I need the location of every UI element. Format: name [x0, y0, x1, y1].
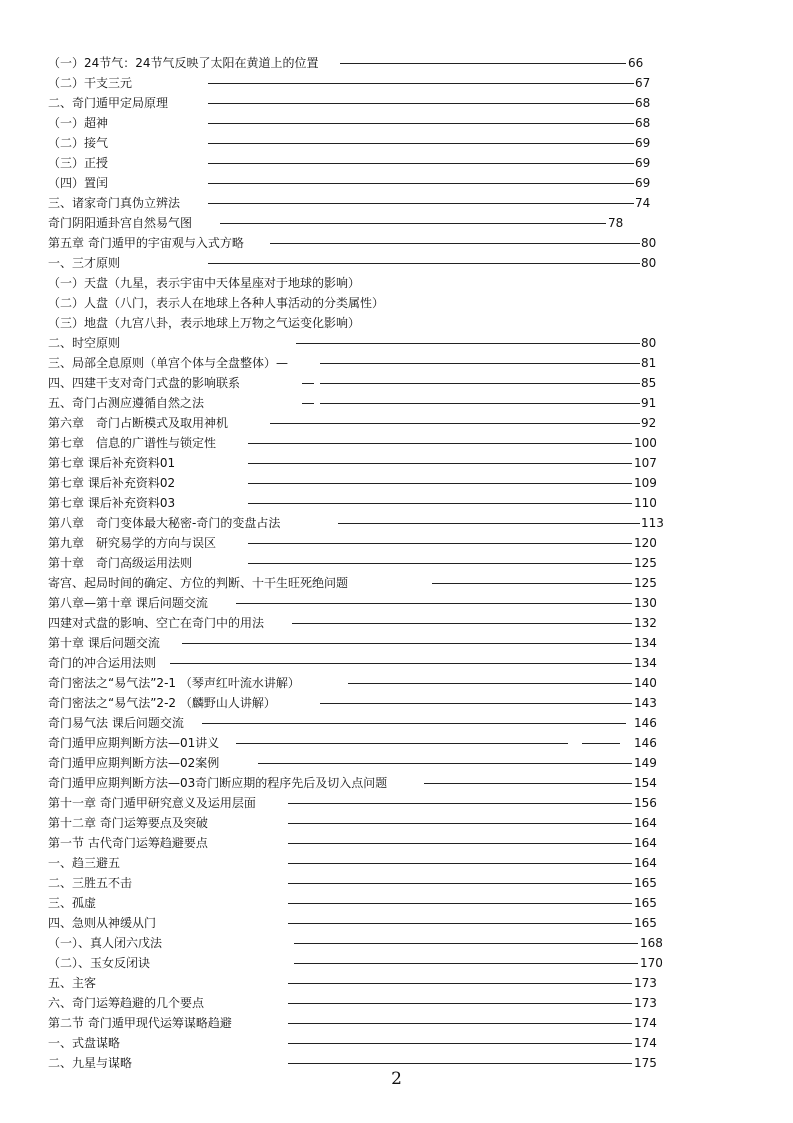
toc-entry-page: 85 [641, 376, 657, 390]
toc-entry[interactable] [48, 973, 668, 993]
toc-entry-title: 四建对式盘的影响、空亡在奇门中的用法 [48, 613, 266, 633]
toc-entry-title: 第十一章 奇门遁甲研究意义及运用层面 [48, 793, 258, 813]
toc-entry-page: 154 [634, 776, 657, 790]
toc-entry-title: 寄宫、起局时间的确定、方位的判断、十干生旺死绝问题 [48, 573, 350, 593]
toc-entry-page: 146 [634, 716, 657, 730]
toc-entry-title: 三、诸家奇门真伪立辨法 [48, 193, 182, 213]
toc-entry-title: 第七章 课后补充资料02 [48, 473, 177, 493]
toc-entry[interactable] [48, 553, 668, 573]
toc-entry[interactable] [48, 433, 668, 453]
toc-entry[interactable] [48, 993, 668, 1013]
toc-entry-title: 奇门阴阳遁卦宫自然易气图 [48, 213, 194, 233]
toc-entry-title: （三）正授 [48, 153, 110, 173]
toc-entry-title: 奇门易气法 课后问题交流 [48, 713, 186, 733]
toc-entry-title: （二）、玉女反闭诀 [48, 953, 152, 973]
toc-entry-title: 第八章 奇门变体最大秘密-奇门的变盘占法 [48, 513, 282, 533]
toc-entry-page: 173 [634, 976, 657, 990]
toc-entry[interactable] [48, 633, 668, 653]
toc-entry-page: 80 [641, 336, 657, 350]
toc-entry-page: 140 [634, 676, 657, 690]
toc-entry[interactable] [48, 893, 668, 913]
toc-entry[interactable] [48, 733, 668, 753]
toc-entry-page: 78 [608, 216, 624, 230]
leader-line [320, 403, 640, 404]
leader-line [288, 983, 632, 984]
toc-entry[interactable] [48, 333, 668, 353]
toc-entry-page: 164 [634, 836, 657, 850]
toc-entry-title: 二、九星与谋略 [48, 1053, 134, 1073]
toc-entry[interactable] [48, 673, 668, 693]
toc-entry-title: 奇门的冲合运用法则 [48, 653, 158, 673]
toc-entry[interactable] [48, 773, 668, 793]
toc-entry-title: 一、式盘谋略 [48, 1033, 122, 1053]
toc-entry[interactable] [48, 213, 668, 233]
leader-line [320, 363, 640, 364]
toc-entry[interactable] [48, 853, 668, 873]
leader-line [288, 1043, 632, 1044]
toc-entry[interactable] [48, 573, 668, 593]
toc-entry-page: 120 [634, 536, 657, 550]
toc-entry-page: 174 [634, 1016, 657, 1030]
leader-line [208, 123, 634, 124]
leader-line [288, 1023, 632, 1024]
toc-entry[interactable] [48, 693, 668, 713]
toc-entry[interactable] [48, 593, 668, 613]
leader-line [320, 383, 640, 384]
toc-entry[interactable] [48, 833, 668, 853]
leader-line [288, 1063, 632, 1064]
leader-line [292, 623, 632, 624]
toc-entry-page: 68 [635, 116, 651, 130]
toc-entry-title: 三、孤虚 [48, 893, 98, 913]
toc-entry-title: 五、奇门占测应遵循自然之法 [48, 393, 206, 413]
leader-line [288, 803, 632, 804]
toc-entry[interactable] [48, 613, 668, 633]
leader-line [294, 963, 638, 964]
toc-entry[interactable] [48, 233, 668, 253]
toc-entry-page: 168 [640, 936, 663, 950]
toc-entry-title: （一）天盘（九星，表示宇宙中天体星座对于地球的影响） [48, 273, 362, 293]
toc-entry-page: 173 [634, 996, 657, 1010]
toc-entry-page: 175 [634, 1056, 657, 1070]
toc-entry-page: 80 [641, 236, 657, 250]
toc-entry-page: 69 [635, 176, 651, 190]
toc-entry[interactable] [48, 273, 668, 293]
toc-entry-page: 69 [635, 136, 651, 150]
toc-entry[interactable] [48, 513, 668, 533]
leader-line [338, 523, 640, 524]
toc-entry[interactable] [48, 93, 668, 113]
toc-entry-page: 165 [634, 916, 657, 930]
leader-line [208, 183, 634, 184]
toc-entry-page: 66 [628, 56, 644, 70]
toc-entry-title: （一）、真人闭六戊法 [48, 933, 164, 953]
toc-entry-title: 二、时空原则 [48, 333, 122, 353]
toc-entry-title: 四、急则从神缓从门 [48, 913, 158, 933]
toc-entry[interactable] [48, 533, 668, 553]
toc-entry-page: 165 [634, 896, 657, 910]
toc-entry[interactable] [48, 293, 668, 313]
toc-entry[interactable] [48, 933, 668, 953]
toc-entry-page: 156 [634, 796, 657, 810]
leader-line [208, 103, 634, 104]
toc-entry[interactable] [48, 913, 668, 933]
leader-line [296, 343, 640, 344]
toc-entry-title: 六、奇门运筹趋避的几个要点 [48, 993, 206, 1013]
toc-entry-page: 109 [634, 476, 657, 490]
toc-entry[interactable] [48, 133, 668, 153]
toc-entry-title: （一）超神 [48, 113, 110, 133]
toc-entry[interactable] [48, 1013, 668, 1033]
toc-entry-page: 100 [634, 436, 657, 450]
toc-entry-title: 第二节 奇门遁甲现代运筹谋略趋避 [48, 1013, 234, 1033]
toc-entry-title: （四）置闰 [48, 173, 110, 193]
toc-entry-title: （二）干支三元 [48, 73, 134, 93]
toc-entry[interactable] [48, 353, 668, 373]
toc-entry-title: 第一节 古代奇门运筹趋避要点 [48, 833, 210, 853]
toc-entry-page: 125 [634, 576, 657, 590]
leader-line [170, 663, 632, 664]
toc-entry-title: 一、三才原则 [48, 253, 122, 273]
toc-entry-page: 74 [635, 196, 651, 210]
toc-entry-page: 134 [634, 636, 657, 650]
leader-line [582, 743, 620, 744]
toc-entry-title: （一）24节气：24节气反映了太阳在黄道上的位置 [48, 53, 321, 73]
leader-line [270, 243, 640, 244]
toc-entry-page: 80 [641, 256, 657, 270]
toc-entry-title: （二）人盘（八门，表示人在地球上各种人事活动的分类属性） [48, 293, 386, 313]
leader-line [270, 423, 640, 424]
toc-entry-page: 113 [641, 516, 664, 530]
toc-entry-page: 69 [635, 156, 651, 170]
toc-entry-title: 五、主客 [48, 973, 98, 993]
toc-entry-page: 107 [634, 456, 657, 470]
leader-line [208, 163, 634, 164]
leader-line [208, 263, 640, 264]
toc-entry-title: 第八章—第十章 课后问题交流 [48, 593, 210, 613]
leader-line [288, 843, 632, 844]
table-of-contents [48, 53, 668, 1073]
toc-entry-title: （二）接气 [48, 133, 110, 153]
leader-line [248, 563, 632, 564]
leader-line [302, 403, 314, 404]
toc-entry[interactable] [48, 113, 668, 133]
toc-entry-title: 第十章 课后问题交流 [48, 633, 162, 653]
toc-entry[interactable] [48, 73, 668, 93]
page-number: 2 [391, 1069, 402, 1089]
toc-entry-page: 170 [640, 956, 663, 970]
toc-entry-page: 134 [634, 656, 657, 670]
leader-line [248, 543, 632, 544]
toc-entry[interactable] [48, 393, 668, 413]
toc-entry-title: 奇门密法之“易气法”2-2 （麟野山人讲解） [48, 693, 278, 713]
toc-entry[interactable] [48, 953, 668, 973]
leader-line [236, 603, 632, 604]
toc-entry[interactable] [48, 413, 668, 433]
leader-line [288, 823, 632, 824]
toc-entry-title: 一、趋三避五 [48, 853, 122, 873]
toc-entry[interactable] [48, 153, 668, 173]
toc-entry-page: 132 [634, 616, 657, 630]
leader-line [258, 763, 632, 764]
leader-line [432, 583, 632, 584]
leader-line [202, 723, 626, 724]
leader-line [288, 903, 632, 904]
toc-entry-page: 67 [635, 76, 651, 90]
toc-entry-page: 174 [634, 1036, 657, 1050]
leader-line [424, 783, 632, 784]
toc-entry-title: 奇门密法之“易气法”2-1 （琴声红叶流水讲解） [48, 673, 302, 693]
toc-entry-page: 165 [634, 876, 657, 890]
toc-entry[interactable] [48, 493, 668, 513]
leader-line [236, 743, 568, 744]
leader-line [182, 643, 632, 644]
leader-line [248, 503, 632, 504]
toc-entry-title: 奇门遁甲应期判断方法—01讲义 [48, 733, 221, 753]
toc-entry-title: 第七章 信息的广谱性与锁定性 [48, 433, 218, 453]
toc-entry[interactable] [48, 753, 668, 773]
toc-entry-title: 奇门遁甲应期判断方法—02案例 [48, 753, 221, 773]
toc-entry-title: 第十章 奇门高级运用法则 [48, 553, 194, 573]
toc-entry-title: 第六章 奇门占断模式及取用神机 [48, 413, 230, 433]
leader-line [248, 463, 632, 464]
toc-entry-title: 二、奇门遁甲定局原理 [48, 93, 170, 113]
leader-line [288, 883, 632, 884]
leader-line [288, 1003, 632, 1004]
toc-entry-title: 三、局部全息原则（单宫个体与全盘整体）— [48, 353, 290, 373]
toc-entry-title: 第十二章 奇门运筹要点及突破 [48, 813, 210, 833]
toc-entry-page: 125 [634, 556, 657, 570]
leader-line [294, 943, 638, 944]
toc-entry-page: 164 [634, 856, 657, 870]
toc-entry-title: 第七章 课后补充资料01 [48, 453, 177, 473]
leader-line [220, 223, 606, 224]
toc-entry-title: 第七章 课后补充资料03 [48, 493, 177, 513]
leader-line [208, 83, 634, 84]
toc-entry-title: 奇门遁甲应期判断方法—03奇门断应期的程序先后及切入点问题 [48, 773, 389, 793]
toc-entry-page: 81 [641, 356, 657, 370]
toc-entry[interactable] [48, 253, 668, 273]
leader-line [248, 483, 632, 484]
toc-entry[interactable] [48, 193, 668, 213]
toc-entry[interactable] [48, 653, 668, 673]
toc-entry-page: 110 [634, 496, 657, 510]
leader-line [348, 683, 632, 684]
toc-entry[interactable] [48, 1033, 668, 1053]
toc-entry-page: 149 [634, 756, 657, 770]
toc-entry-title: 第五章 奇门遁甲的宇宙观与入式方略 [48, 233, 246, 253]
toc-entry[interactable] [48, 373, 668, 393]
leader-line [208, 203, 634, 204]
leader-line [320, 703, 632, 704]
leader-line [288, 863, 632, 864]
toc-entry-title: 第九章 研究易学的方向与误区 [48, 533, 218, 553]
toc-entry-page: 143 [634, 696, 657, 710]
leader-line [288, 923, 632, 924]
leader-line [208, 143, 634, 144]
leader-line [248, 443, 632, 444]
toc-entry-page: 68 [635, 96, 651, 110]
toc-entry[interactable] [48, 813, 668, 833]
toc-entry[interactable] [48, 313, 668, 333]
toc-entry[interactable] [48, 713, 668, 733]
toc-entry[interactable] [48, 793, 668, 813]
toc-entry-page: 91 [641, 396, 657, 410]
toc-entry-title: 二、三胜五不击 [48, 873, 134, 893]
toc-entry-page: 92 [641, 416, 657, 430]
leader-line [302, 383, 314, 384]
toc-entry-title: 四、四建干支对奇门式盘的影响联系 [48, 373, 242, 393]
leader-line [340, 63, 626, 64]
toc-entry[interactable] [48, 873, 668, 893]
toc-entry[interactable] [48, 53, 668, 73]
toc-entry[interactable] [48, 473, 668, 493]
toc-entry-page: 146 [634, 736, 657, 750]
toc-entry[interactable] [48, 453, 668, 473]
toc-entry-page: 130 [634, 596, 657, 610]
toc-entry[interactable] [48, 173, 668, 193]
toc-entry-page: 164 [634, 816, 657, 830]
toc-entry-title: （三）地盘（九宫八卦，表示地球上万物之气运变化影响） [48, 313, 362, 333]
